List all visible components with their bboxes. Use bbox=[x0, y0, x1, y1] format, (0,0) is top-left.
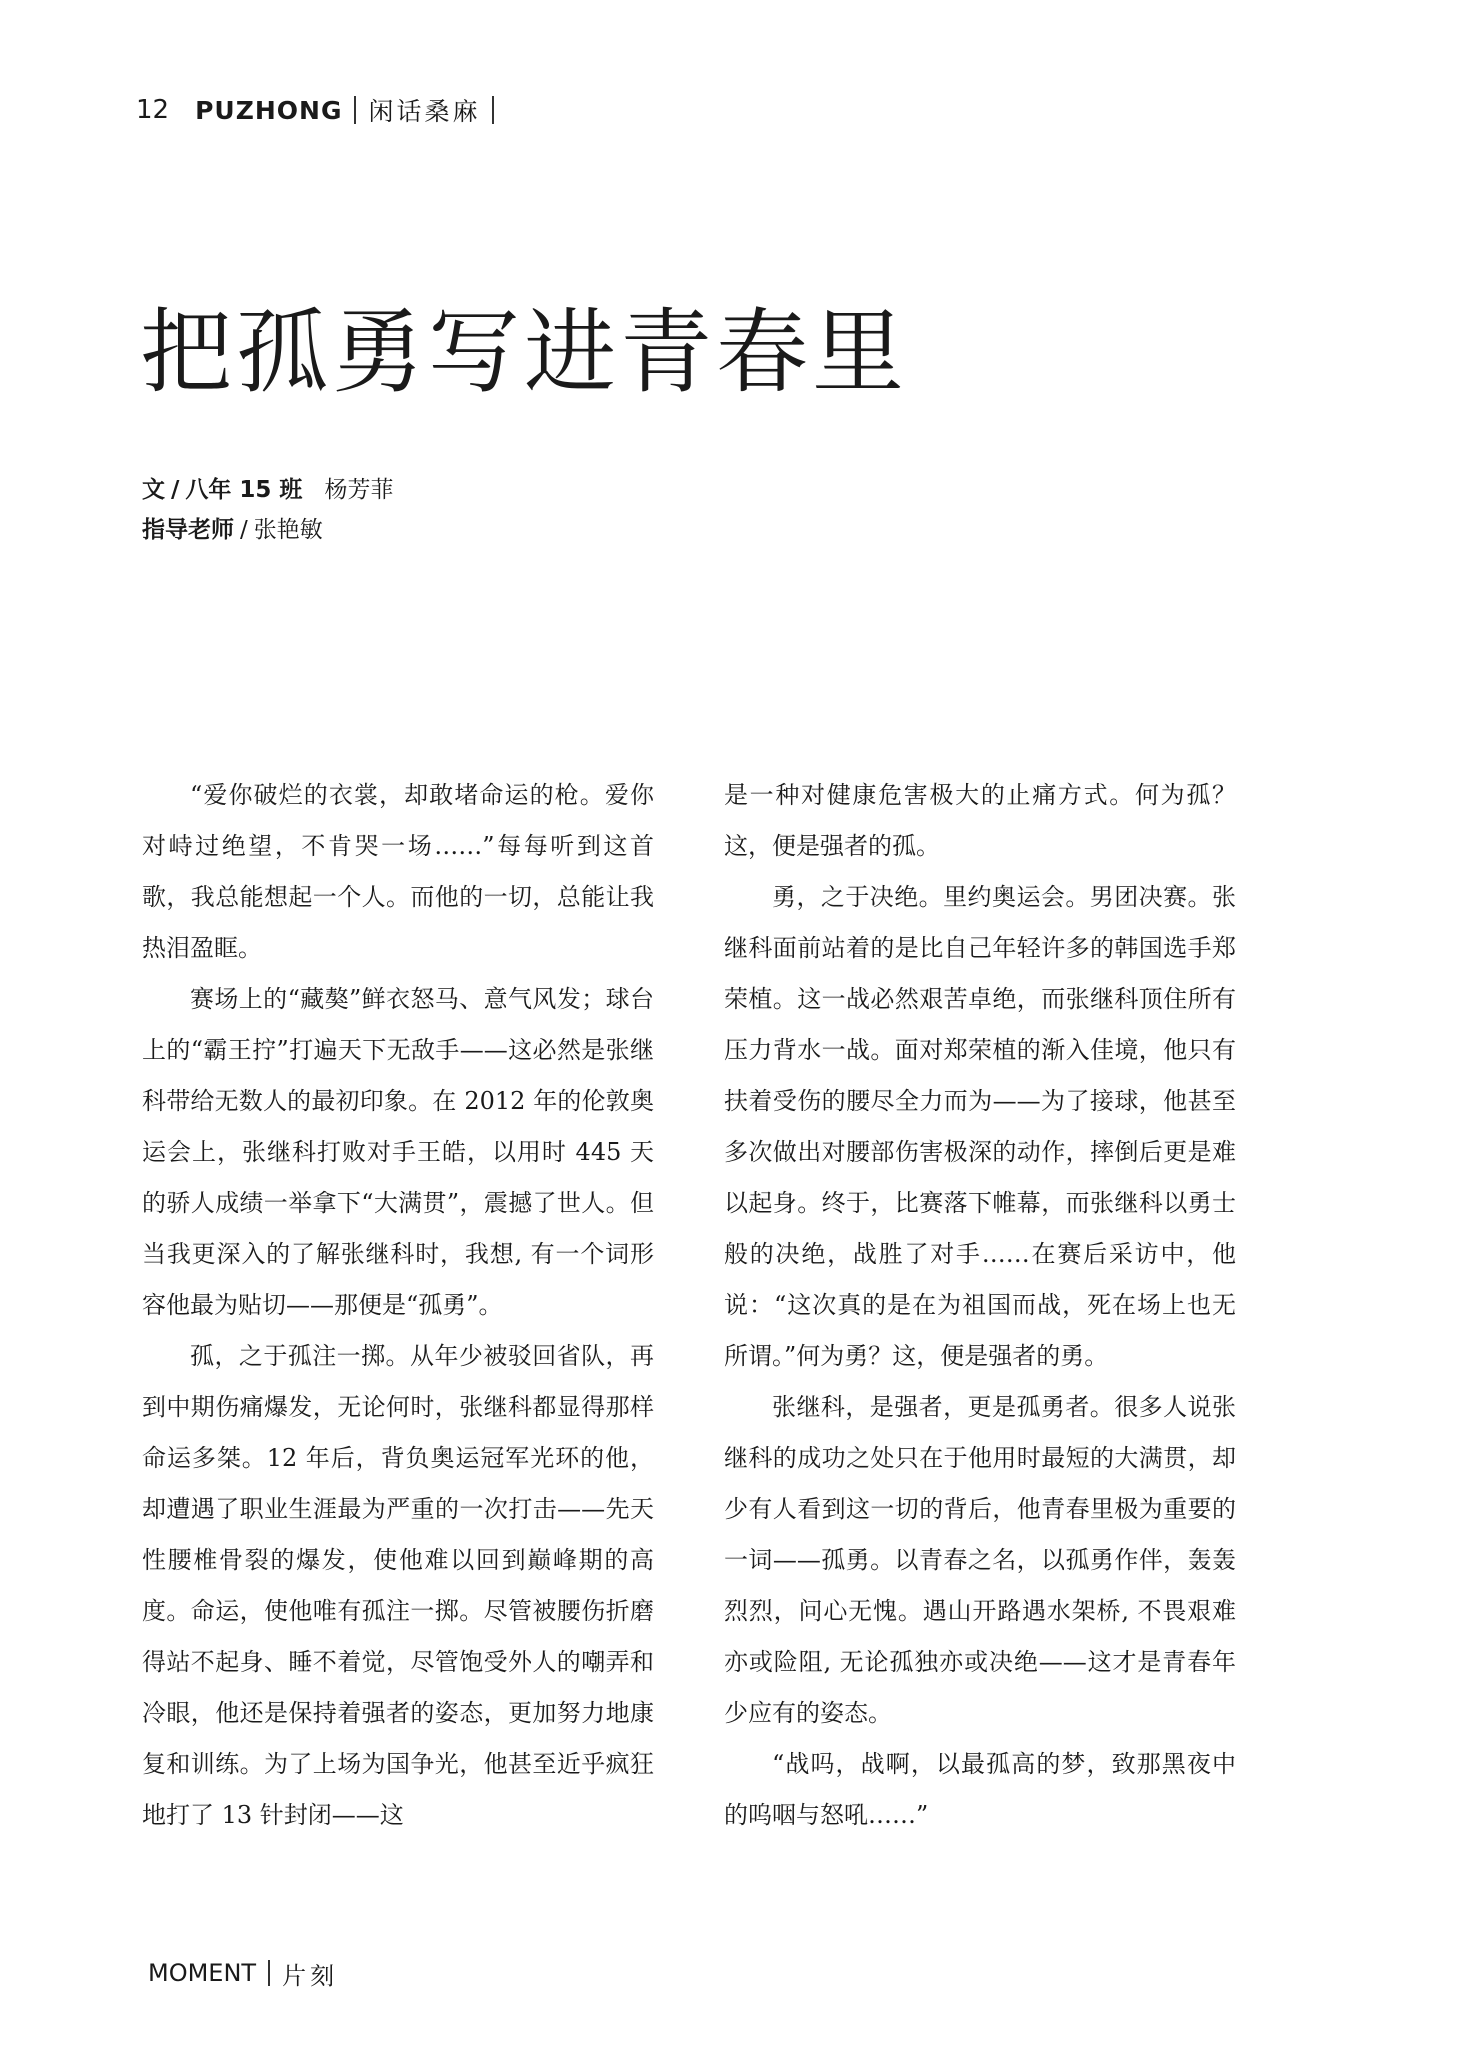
footer-brand: MOMENT bbox=[148, 1959, 257, 1987]
paragraph: 张继科，是强者，更是孤勇者。很多人说张继科的成功之处只在于他用时最短的大满贯，却少有人看到这一切的背后，他青春里极为重要的一词——孤勇。以青春之名，以孤勇作伴，轰轰烈烈，问心无愧。遇山开路遇水架桥, 不畏艰难亦或险阻, 无论孤独亦或决绝——这才是青春年少应有的姿态。 bbox=[724, 1393, 1236, 1727]
author-class: 八年 15 班 bbox=[185, 477, 303, 503]
header-divider-left bbox=[354, 96, 356, 124]
paragraph-continued: 是一种对健康危害极大的止痛方式。何为孤？这，便是强者的孤。 bbox=[724, 781, 1236, 860]
byline bbox=[142, 470, 393, 550]
author-name: 杨芳菲 bbox=[324, 477, 394, 503]
paragraph: “战吗，战啊，以最孤高的梦，致那黑夜中的呜咽与怒吼……” bbox=[724, 1750, 1236, 1829]
paragraph: 勇，之于决绝。里约奥运会。男团决赛。张继科面前站着的是比自己年轻许多的韩国选手郑荣植。这一战必然艰苦卓绝，而张继科顶住所有压力背水一战。面对郑荣植的渐入佳境，他只有扶着受伤的腰尽全力而为——为了接球，他甚至多次做出对腰部伤害极深的动作，摔倒后更是难以起身。终于，比赛落下帷幕，而张继科以勇士般的决绝，战胜了对手……在赛后采访中，他说：“这次真的是在为祖国而战，死在场上也无所谓。”何为勇？这，便是强者的勇。 bbox=[724, 883, 1236, 1370]
author-label: 文 bbox=[142, 477, 165, 503]
page-number: 12 bbox=[136, 95, 170, 125]
article-title: 把孤勇写进青春里 bbox=[140, 299, 909, 406]
page-footer bbox=[148, 1955, 338, 1991]
paragraph: “爱你破烂的衣裳，却敢堵命运的枪。爱你对峙过绝望，不肯哭一场……”每每听到这首歌，我总能想起一个人。而他的一切，总能让我热泪盈眶。 bbox=[142, 781, 654, 962]
teacher-label: 指导老师 bbox=[142, 517, 234, 543]
teacher-name: 张艳敏 bbox=[253, 517, 323, 543]
article-column-left bbox=[142, 770, 654, 1841]
paragraph: 孤，之于孤注一掷。从年少被驳回省队，再到中期伤痛爆发，无论何时，张继科都显得那样命运多桀。12 年后，背负奥运冠军光环的他，却遭遇了职业生涯最为严重的一次打击——先天性腰椎骨裂的爆发，使他难以回到巅峰期的高度。命运，使他唯有孤注一掷。尽管被腰伤折磨得站不起身、睡不着觉，尽管饱受外人的嘲弄和冷眼，他还是保持着强者的姿态，更加努力地康复和训练。为了上场为国争光，他甚至近乎疯狂地打了 13 针封闭——这 bbox=[142, 1342, 654, 1829]
author-separator: / bbox=[171, 477, 180, 503]
footer-divider bbox=[268, 1960, 270, 1986]
teacher-line bbox=[142, 510, 393, 550]
article-column-right bbox=[724, 770, 1236, 1841]
section-name: 闲话桑麻 bbox=[368, 97, 481, 126]
author-line bbox=[142, 470, 393, 510]
teacher-separator: / bbox=[240, 517, 248, 543]
paragraph: 赛场上的“藏獒”鲜衣怒马、意气风发；球台上的“霸王拧”打遍天下无敌手——这必然是张继科带给无数人的最初印象。在 2012 年的伦敦奥运会上，张继科打败对手王皓，以用时 445 天的骄人成绩一举拿下“大满贯”，震撼了世人。但当我更深入的了解张继科时，我想, 有一个词形容他最为贴切——那便是“孤勇”。 bbox=[142, 985, 654, 1319]
footer-section: 片刻 bbox=[282, 1961, 339, 1990]
page-header bbox=[136, 88, 506, 132]
header-divider-right bbox=[492, 96, 494, 124]
magazine-name: PUZHONG bbox=[195, 95, 343, 125]
